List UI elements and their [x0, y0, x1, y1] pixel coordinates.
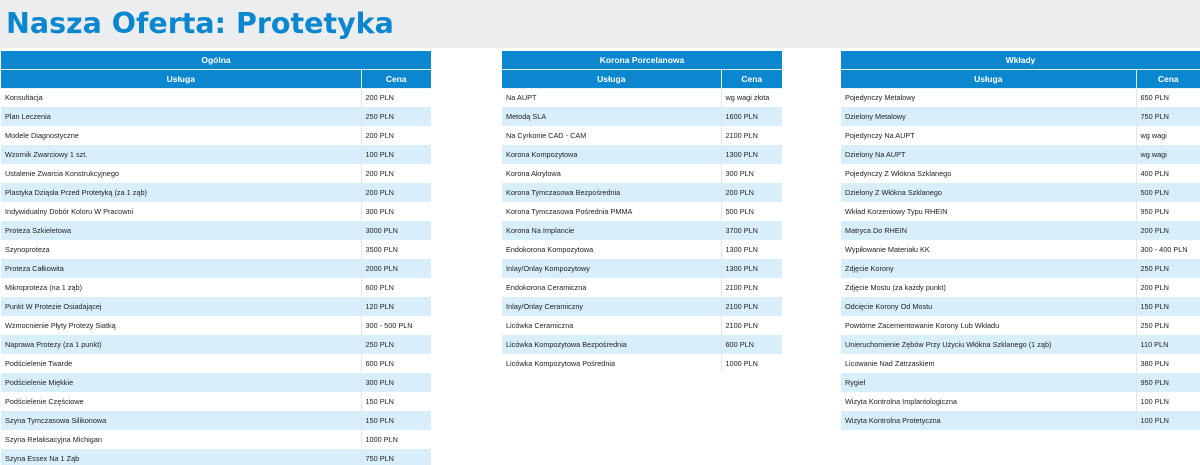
service-name: Wzmocnienie Płyty Protezy Siatką: [1, 316, 361, 335]
service-name: Mikroproteza (na 1 ząb): [1, 278, 361, 297]
table-row: [841, 202, 1200, 221]
service-price: 950 PLN: [1136, 373, 1200, 392]
table-row: [502, 335, 782, 354]
service-name: Rygiel: [841, 373, 1136, 392]
table-row: [1, 392, 431, 411]
table-row: [1, 126, 431, 145]
service-price: 600 PLN: [361, 354, 431, 373]
service-name: Podścielenie Miękkie: [1, 373, 361, 392]
service-name: Szyna Essex Na 1 Ząb: [1, 449, 361, 465]
table-row: [841, 316, 1200, 335]
table-row: [1, 145, 431, 164]
service-name: Podścielenie Częściowe: [1, 392, 361, 411]
service-name: Licówka Kompozytowa Pośrednia: [502, 354, 721, 373]
service-price: 250 PLN: [361, 107, 431, 126]
table-row: [502, 316, 782, 335]
service-price: 650 PLN: [1136, 88, 1200, 107]
table-row: [502, 164, 782, 183]
service-price: 2100 PLN: [721, 316, 782, 335]
table-row: [841, 335, 1200, 354]
service-name: Plastyka Dziąsła Przed Protetyką (za 1 ząb): [1, 183, 361, 202]
service-price: 2100 PLN: [721, 278, 782, 297]
service-price: 380 PLN: [1136, 354, 1200, 373]
table-row: [1, 202, 431, 221]
service-price: 750 PLN: [1136, 107, 1200, 126]
column-header-service: Usługa: [841, 69, 1136, 88]
table-row: [502, 107, 782, 126]
table-row: [841, 126, 1200, 145]
service-price: 300 PLN: [721, 164, 782, 183]
service-price: 400 PLN: [1136, 164, 1200, 183]
service-name: Na Cyrkonie CAD - CAM: [502, 126, 721, 145]
service-name: Proteza Całkowita: [1, 259, 361, 278]
service-price: 2000 PLN: [361, 259, 431, 278]
service-price: 200 PLN: [361, 126, 431, 145]
service-name: Dzielony Metalowy: [841, 107, 1136, 126]
table-row: [1, 259, 431, 278]
table-row: [1, 430, 431, 449]
service-price: 200 PLN: [361, 164, 431, 183]
service-name: Plan Leczenia: [1, 107, 361, 126]
table-row: [1, 449, 431, 465]
column-header-price: Cena: [361, 69, 431, 88]
service-price: 250 PLN: [361, 335, 431, 354]
table-row: [841, 88, 1200, 107]
column-header-service: Usługa: [1, 69, 361, 88]
service-price: wg wagi: [1136, 145, 1200, 164]
table-row: [502, 240, 782, 259]
service-name: Punkt W Protezie Osiadającej: [1, 297, 361, 316]
service-price: 500 PLN: [1136, 183, 1200, 202]
service-price: 250 PLN: [1136, 259, 1200, 278]
column-header-service: Usługa: [502, 69, 721, 88]
table-row: [841, 240, 1200, 259]
table-row: [841, 221, 1200, 240]
price-table-korona-porcelanowa: [502, 51, 782, 373]
table-row: [841, 107, 1200, 126]
service-price: 100 PLN: [1136, 411, 1200, 430]
price-table-ogolna: [1, 51, 431, 465]
service-price: 300 PLN: [361, 373, 431, 392]
service-name: Dzielony Na AUPT: [841, 145, 1136, 164]
service-price: 950 PLN: [1136, 202, 1200, 221]
service-name: Wizyta Kontrolna Protetyczna: [841, 411, 1136, 430]
service-name: Szyna Relaksacyjna Michigan: [1, 430, 361, 449]
table-title: Korona Porcelanowa: [502, 51, 782, 69]
service-name: Licówka Ceramiczna: [502, 316, 721, 335]
service-name: Korona Tymczasowa Bezpośrednia: [502, 183, 721, 202]
service-name: Powtórne Zacementowanie Korony Lub Wkładu: [841, 316, 1136, 335]
table-row: [1, 335, 431, 354]
service-price: 110 PLN: [1136, 335, 1200, 354]
service-price: 250 PLN: [1136, 316, 1200, 335]
table-row: [1, 164, 431, 183]
table-row: [502, 354, 782, 373]
service-price: 750 PLN: [361, 449, 431, 465]
table-row: [841, 392, 1200, 411]
table-row: [502, 278, 782, 297]
service-price: 150 PLN: [361, 392, 431, 411]
table-row: [841, 145, 1200, 164]
service-name: Pojedynczy Na AUPT: [841, 126, 1136, 145]
service-price: 600 PLN: [361, 278, 431, 297]
service-price: 1300 PLN: [721, 145, 782, 164]
service-name: Wzornik Zwarciowy 1 szt.: [1, 145, 361, 164]
service-name: Endokorona Ceramiczna: [502, 278, 721, 297]
service-price: wg wagi: [1136, 126, 1200, 145]
service-name: Korona Tymczasowa Pośrednia PMMA: [502, 202, 721, 221]
service-price: wg wagi złota: [721, 88, 782, 107]
service-price: 200 PLN: [721, 183, 782, 202]
service-price: 1600 PLN: [721, 107, 782, 126]
table-row: [1, 373, 431, 392]
table-title: Ogólna: [1, 51, 431, 69]
service-price: 2100 PLN: [721, 126, 782, 145]
table-row: [502, 297, 782, 316]
service-name: Korona Akrylowa: [502, 164, 721, 183]
service-price: 200 PLN: [361, 183, 431, 202]
service-name: Zdjęcie Mostu (za każdy punkt): [841, 278, 1136, 297]
service-price: 3500 PLN: [361, 240, 431, 259]
service-name: Matryca Do RHEIN: [841, 221, 1136, 240]
table-row: [841, 183, 1200, 202]
table-row: [502, 183, 782, 202]
service-name: Szynoproteza: [1, 240, 361, 259]
service-name: Unieruchomienie Zębów Przy Użyciu Włókna Szklanego (1 ząb): [841, 335, 1136, 354]
service-price: 300 PLN: [361, 202, 431, 221]
column-header-price: Cena: [721, 69, 782, 88]
table-row: [502, 202, 782, 221]
service-name: Wypiłowanie Materiału KK: [841, 240, 1136, 259]
service-name: Na AUPT: [502, 88, 721, 107]
table-row: [841, 278, 1200, 297]
service-name: Licówka Kompozytowa Bezpośrednia: [502, 335, 721, 354]
service-price: 120 PLN: [361, 297, 431, 316]
service-name: Konsultacja: [1, 88, 361, 107]
page-header: [0, 0, 1200, 48]
table-row: [502, 126, 782, 145]
table-row: [1, 411, 431, 430]
table-row: [1, 316, 431, 335]
table-row: [502, 259, 782, 278]
service-price: 200 PLN: [1136, 278, 1200, 297]
table-row: [502, 221, 782, 240]
service-name: Wkład Korzeniowy Typu RHEIN: [841, 202, 1136, 221]
table-row: [1, 183, 431, 202]
table-row: [1, 107, 431, 126]
service-price: 1300 PLN: [721, 259, 782, 278]
service-name: Ustalenie Zwarcia Konstrukcyjnego: [1, 164, 361, 183]
service-price: 200 PLN: [361, 88, 431, 107]
table-row: [1, 354, 431, 373]
service-price: 150 PLN: [1136, 297, 1200, 316]
service-name: Odcięcie Korony Od Mostu: [841, 297, 1136, 316]
service-price: 100 PLN: [1136, 392, 1200, 411]
table-title: Wkłady: [841, 51, 1200, 69]
service-price: 500 PLN: [721, 202, 782, 221]
table-row: [841, 164, 1200, 183]
service-name: Korona Na Implancie: [502, 221, 721, 240]
service-name: Naprawa Protezy (za 1 punkt): [1, 335, 361, 354]
service-name: Proteza Szkieletowa: [1, 221, 361, 240]
service-price: 3700 PLN: [721, 221, 782, 240]
column-header-price: Cena: [1136, 69, 1200, 88]
table-row: [841, 373, 1200, 392]
service-name: Inlay/Onlay Ceramiczny: [502, 297, 721, 316]
service-name: Dzielony Z Włókna Szklanego: [841, 183, 1136, 202]
service-name: Indywidualny Dobór Koloru W Pracowni: [1, 202, 361, 221]
service-name: Pojedynczy Metalowy: [841, 88, 1136, 107]
service-price: 300 - 400 PLN: [1136, 240, 1200, 259]
table-row: [1, 297, 431, 316]
service-name: Zdjęcie Korony: [841, 259, 1136, 278]
service-name: Pojedynczy Z Włókna Szklanego: [841, 164, 1136, 183]
service-price: 1300 PLN: [721, 240, 782, 259]
service-price: 300 - 500 PLN: [361, 316, 431, 335]
service-name: Metodą SLA: [502, 107, 721, 126]
service-name: Licowanie Nad Zatrzaskiem: [841, 354, 1136, 373]
service-price: 2100 PLN: [721, 297, 782, 316]
service-name: Endokorona Kompozytowa: [502, 240, 721, 259]
table-row: [1, 278, 431, 297]
service-price: 600 PLN: [721, 335, 782, 354]
table-row: [502, 88, 782, 107]
table-row: [841, 259, 1200, 278]
table-row: [1, 240, 431, 259]
service-price: 200 PLN: [1136, 221, 1200, 240]
price-table-wklady: [841, 51, 1200, 430]
table-row: [1, 88, 431, 107]
service-name: Szyna Tymczasowa Silikonowa: [1, 411, 361, 430]
table-row: [841, 297, 1200, 316]
service-name: Wizyta Kontrolna Implantologiczna: [841, 392, 1136, 411]
table-row: [841, 411, 1200, 430]
service-price: 3000 PLN: [361, 221, 431, 240]
table-row: [1, 221, 431, 240]
service-name: Korona Kompozytowa: [502, 145, 721, 164]
service-price: 100 PLN: [361, 145, 431, 164]
service-price: 150 PLN: [361, 411, 431, 430]
table-row: [841, 354, 1200, 373]
service-name: Inlay/Onlay Kompozytowy: [502, 259, 721, 278]
service-name: Podścielenie Twarde: [1, 354, 361, 373]
table-row: [502, 145, 782, 164]
page-title: Nasza Oferta: Protetyka: [6, 7, 394, 40]
service-price: 1000 PLN: [721, 354, 782, 373]
service-name: Modele Diagnostyczne: [1, 126, 361, 145]
service-price: 1000 PLN: [361, 430, 431, 449]
